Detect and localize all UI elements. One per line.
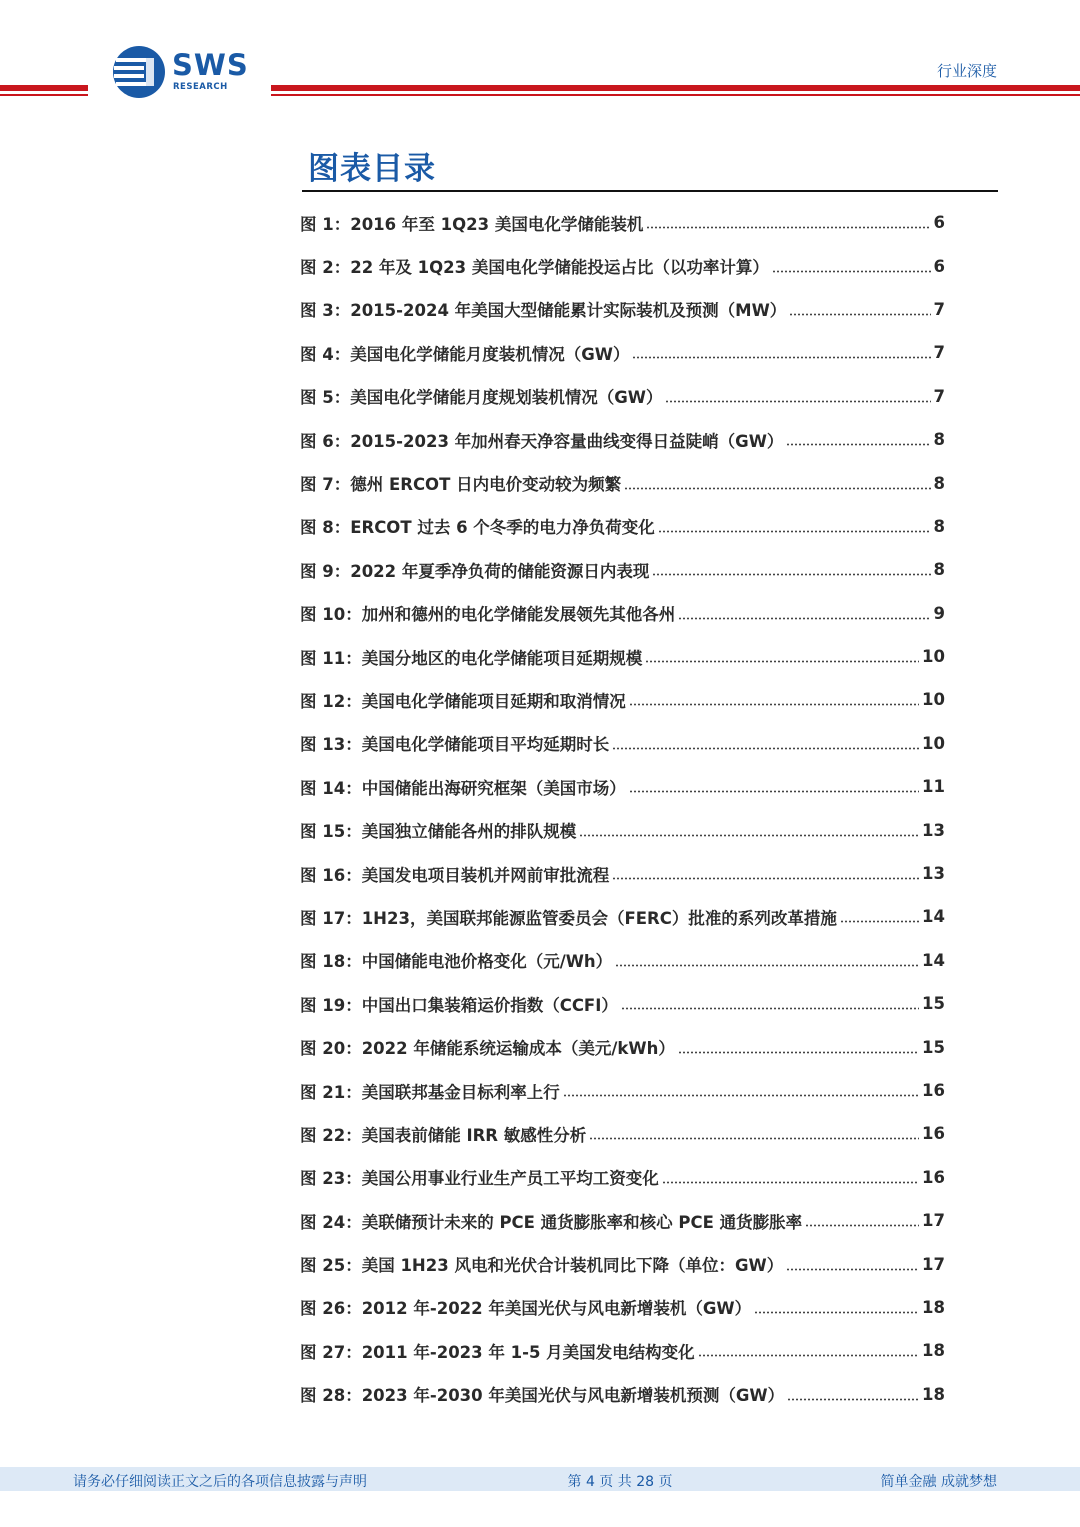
toc-entry-label[interactable]: 图 27：2011 年-2023 年 1-5 月美国发电结构变化 xyxy=(300,1342,695,1362)
toc-entry-page[interactable]: 6 xyxy=(933,256,945,276)
toc-entry-page[interactable]: 6 xyxy=(933,213,945,233)
toc-dot-leader xyxy=(658,530,931,533)
toc-dot-leader xyxy=(678,617,930,620)
footer-slogan: 简单金融 成就梦想 xyxy=(880,1474,997,1490)
toc-entry-label[interactable]: 图 12：美国电化学储能项目延期和取消情况 xyxy=(300,691,626,711)
page-header xyxy=(0,0,1080,110)
toc-entry-label[interactable]: 图 11：美国分地区的电化学储能项目延期规模 xyxy=(300,648,643,668)
toc-entry-label[interactable]: 图 6：2015-2023 年加州春天净容量曲线变得日益陡峭（GW） xyxy=(300,431,784,451)
toc-dot-leader xyxy=(632,356,930,359)
toc-entry-page[interactable]: 10 xyxy=(922,733,945,753)
toc-dot-leader xyxy=(563,1094,919,1097)
toc-entry[interactable] xyxy=(300,288,945,331)
toc-entry-page[interactable]: 18 xyxy=(922,1384,945,1404)
toc-entry-label[interactable]: 图 1：2016 年至 1Q23 美国电化学储能装机 xyxy=(300,214,644,234)
logo-subtitle: RESEARCH xyxy=(173,82,228,92)
toc-entry[interactable] xyxy=(300,548,945,591)
toc-entry-label[interactable]: 图 14：中国储能出海研究框架（美国市场） xyxy=(300,778,626,798)
toc-entry-page[interactable]: 11 xyxy=(922,777,945,797)
report-type-label: 行业深度 xyxy=(936,62,997,80)
sws-logo-icon xyxy=(112,45,166,99)
toc-entry[interactable] xyxy=(300,1286,945,1329)
toc-dot-leader xyxy=(786,1268,919,1271)
toc-entry-page[interactable]: 8 xyxy=(933,473,945,493)
toc-entry-page[interactable]: 16 xyxy=(922,1167,945,1187)
toc-dot-leader xyxy=(698,1354,919,1357)
toc-entry-label[interactable]: 图 4：美国电化学储能月度装机情况（GW） xyxy=(300,344,630,364)
toc-entry-page[interactable]: 9 xyxy=(933,603,945,623)
toc-dot-leader xyxy=(840,920,919,923)
toc-entry-label[interactable]: 图 8：ERCOT 过去 6 个冬季的电力净负荷变化 xyxy=(300,518,655,538)
toc-entry-label[interactable]: 图 17：1H23，美国联邦能源监管委员会（FERC）批准的系列改革措施 xyxy=(300,908,837,928)
toc-entry[interactable] xyxy=(300,722,945,765)
toc-entry-page[interactable]: 10 xyxy=(922,647,945,667)
toc-dot-leader xyxy=(678,1051,919,1054)
toc-entry-page[interactable]: 16 xyxy=(922,1124,945,1144)
toc-entry-label[interactable]: 图 2：22 年及 1Q23 美国电化学储能投运占比（以功率计算） xyxy=(300,258,769,278)
toc-entry-page[interactable]: 7 xyxy=(933,343,945,363)
toc-dot-leader xyxy=(652,573,930,576)
toc-entry-label[interactable]: 图 9：2022 年夏季净负荷的储能资源日内表现 xyxy=(300,561,650,581)
toc-entry-page[interactable]: 10 xyxy=(922,690,945,710)
toc-dot-leader xyxy=(754,1311,919,1314)
toc-entry-page[interactable]: 13 xyxy=(922,864,945,884)
footer-disclaimer: 请务必仔细阅读正文之后的各项信息披露与声明 xyxy=(73,1474,367,1490)
toc-entry[interactable] xyxy=(300,201,945,244)
toc-entry[interactable] xyxy=(300,982,945,1025)
toc-entry[interactable] xyxy=(300,418,945,461)
toc-dot-leader xyxy=(624,487,930,490)
toc-entry[interactable] xyxy=(300,765,945,808)
title-divider xyxy=(302,190,998,192)
toc-entry-label[interactable]: 图 3：2015-2024 年美国大型储能累计实际装机及预测（MW） xyxy=(300,301,787,321)
footer-page-number: 第 4 页 共 28 页 xyxy=(567,1474,673,1490)
toc-entry[interactable] xyxy=(300,852,945,895)
toc-title: 图表目录 xyxy=(308,151,436,187)
toc-entry[interactable] xyxy=(300,808,945,851)
toc-entry[interactable] xyxy=(300,895,945,938)
toc-entry[interactable] xyxy=(300,678,945,721)
logo-wordmark: SWS xyxy=(172,48,249,82)
toc-entry-label[interactable]: 图 19：中国出口集装箱运价指数（CCFI） xyxy=(300,995,618,1015)
toc-entry-label[interactable]: 图 16：美国发电项目装机并网前审批流程 xyxy=(300,865,610,885)
toc-entry-page[interactable]: 8 xyxy=(933,560,945,580)
toc-entry-label[interactable]: 图 25：美国 1H23 风电和光伏合计装机同比下降（单位：GW） xyxy=(300,1256,784,1276)
toc-dot-leader xyxy=(612,877,919,880)
toc-entry[interactable] xyxy=(300,1329,945,1372)
toc-entry-label[interactable]: 图 13：美国电化学储能项目平均延期时长 xyxy=(300,735,610,755)
toc-dot-leader xyxy=(621,1007,919,1010)
toc-entry-page[interactable]: 8 xyxy=(933,516,945,536)
toc-entry-label[interactable]: 图 18：中国储能电池价格变化（元/Wh） xyxy=(300,952,613,972)
toc-entry[interactable] xyxy=(300,1242,945,1285)
toc-dot-leader xyxy=(615,964,919,967)
toc-dot-leader xyxy=(787,1398,919,1401)
toc-entry-page[interactable]: 18 xyxy=(922,1297,945,1317)
toc-entry[interactable] xyxy=(300,1112,945,1155)
toc-dot-leader xyxy=(665,400,930,403)
toc-entry-label[interactable]: 图 7：德州 ERCOT 日内电价变动较为频繁 xyxy=(300,475,622,495)
toc-entry-page[interactable]: 14 xyxy=(922,907,945,927)
toc-entry[interactable] xyxy=(300,375,945,418)
toc-entry-page[interactable]: 14 xyxy=(922,950,945,970)
toc-dot-leader xyxy=(662,1181,919,1184)
toc-entry-page[interactable]: 16 xyxy=(922,1081,945,1100)
toc-entry[interactable] xyxy=(300,1025,945,1068)
toc-entry-label[interactable]: 图 23：美国公用事业行业生产员工平均工资变化 xyxy=(300,1169,659,1189)
toc-dot-leader xyxy=(805,1224,919,1227)
toc-entry[interactable] xyxy=(300,1069,945,1112)
toc-dot-leader xyxy=(646,226,930,229)
toc-dot-leader xyxy=(789,313,930,316)
toc-entry[interactable] xyxy=(300,1156,945,1199)
toc-entry-page[interactable]: 8 xyxy=(933,430,945,450)
toc-entry[interactable] xyxy=(300,331,945,374)
toc-entry-label[interactable]: 图 26：2012 年-2022 年美国光伏与风电新增装机（GW） xyxy=(300,1299,752,1319)
toc-entry-page[interactable]: 13 xyxy=(922,820,945,840)
header-rule-left xyxy=(0,85,88,96)
toc-entry[interactable] xyxy=(300,1373,945,1416)
toc-entry-page[interactable]: 15 xyxy=(922,994,945,1014)
toc-dot-leader xyxy=(772,270,931,273)
toc-entry[interactable] xyxy=(300,244,945,287)
toc-entry-label[interactable]: 图 24：美联储预计未来的 PCE 通货膨胀率和核心 PCE 通货膨胀率 xyxy=(300,1212,803,1232)
toc-dot-leader xyxy=(629,703,919,706)
toc-entry-label[interactable]: 图 28：2023 年-2030 年美国光伏与风电新增装机预测（GW） xyxy=(300,1386,785,1406)
toc-list xyxy=(300,201,945,1416)
toc-entry[interactable] xyxy=(300,635,945,678)
toc-entry[interactable] xyxy=(300,505,945,548)
toc-entry-label[interactable]: 图 10：加州和德州的电化学储能发展领先其他各州 xyxy=(300,605,676,625)
toc-entry-page[interactable]: 17 xyxy=(922,1211,945,1231)
toc-entry-page[interactable]: 17 xyxy=(922,1254,945,1274)
toc-entry[interactable] xyxy=(300,592,945,635)
toc-entry-page[interactable]: 7 xyxy=(933,299,945,319)
header-rule-right xyxy=(271,85,1080,96)
toc-dot-leader xyxy=(629,790,919,793)
toc-entry-page[interactable]: 18 xyxy=(922,1341,945,1361)
toc-entry-label[interactable]: 图 20：2022 年储能系统运输成本（美元/kWh） xyxy=(300,1039,675,1059)
toc-dot-leader xyxy=(579,834,919,837)
toc-entry-label[interactable]: 图 22：美国表前储能 IRR 敏感性分析 xyxy=(300,1125,587,1145)
toc-dot-leader xyxy=(612,747,919,750)
toc-entry-label[interactable]: 图 21：美国联邦基金目标利率上行 xyxy=(300,1082,560,1102)
toc-entry-page[interactable]: 7 xyxy=(933,386,945,406)
toc-dot-leader xyxy=(786,443,930,446)
toc-dot-leader xyxy=(589,1137,919,1140)
toc-dot-leader xyxy=(645,660,919,663)
toc-entry-label[interactable]: 图 15：美国独立储能各州的排队规模 xyxy=(300,822,577,842)
toc-entry-label[interactable]: 图 5：美国电化学储能月度规划装机情况（GW） xyxy=(300,388,663,408)
toc-entry[interactable] xyxy=(300,1199,945,1242)
toc-entry[interactable] xyxy=(300,461,945,504)
toc-entry[interactable] xyxy=(300,939,945,982)
toc-entry-page[interactable]: 15 xyxy=(922,1037,945,1057)
